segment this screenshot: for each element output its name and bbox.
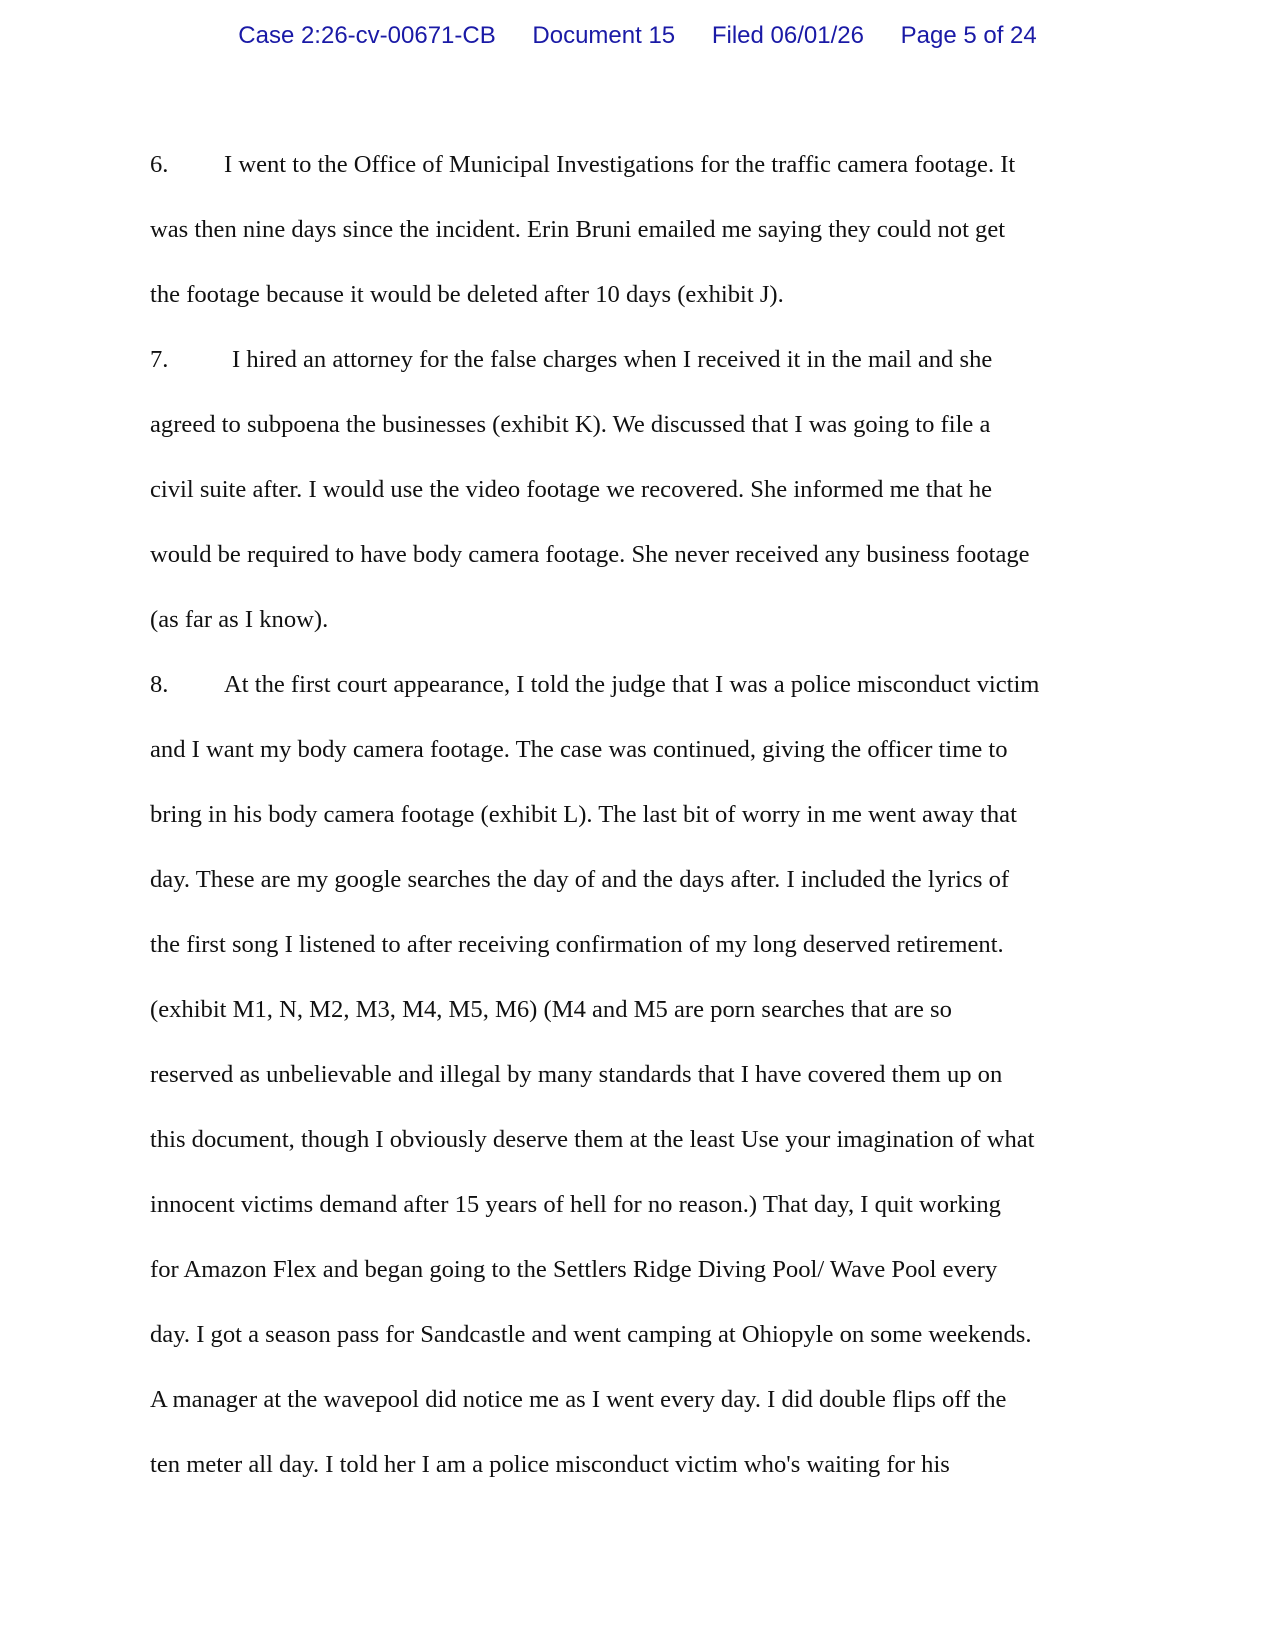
paragraph-8-line-7: reserved as unbelievable and illegal by many standards that I have covered them up on [150,1061,1003,1088]
paragraph-number: 7. [150,346,169,373]
paragraph-8-line-10: for Amazon Flex and began going to the Settlers Ridge Diving Pool/ Wave Pool every [150,1256,998,1283]
paragraph-7-line-3: civil suite after. I would use the video footage we recovered. She informed me that he [150,476,993,503]
paragraph-6-line-3: the footage because it would be deleted after 10 days (exhibit J). [150,281,784,308]
paragraph-7-line-5: (as far as I know). [150,606,329,633]
filed-date: Filed 06/01/26 [711,22,864,49]
case-number: Case 2:26-cv-00671-CB [238,22,496,49]
paragraph-8-line-5: the first song I listened to after receiving confirmation of my long deserved retirement. [150,931,1004,958]
paragraph-8-line-2: and I want my body camera footage. The case was continued, giving the officer time to [150,736,1008,763]
paragraph-6-line-1 [150,132,1130,197]
paragraph-7-line-4: would be required to have body camera footage. She never received any business footage [150,541,1030,568]
paragraph-text: I hired an attorney for the false charges when I received it in the mail and she [232,346,993,373]
paragraph-8-line-12: A manager at the wavepool did notice me as I went every day. I did double flips off the [150,1386,1007,1413]
paragraph-8-line-4: day. These are my google searches the day of and the days after. I included the lyrics of [150,866,1010,893]
paragraph-8-line-1 [150,652,1130,717]
paragraph-text: At the first court appearance, I told the judge that I was a police misconduct victim [224,671,1040,698]
paragraph-8-line-8: this document, though I obviously deserve them at the least Use your imagination of what [150,1126,1035,1153]
paragraph-8-line-3: bring in his body camera footage (exhibit L). The last bit of worry in me went away that [150,801,1017,828]
paragraph-number: 8. [150,671,169,698]
paragraph-text: I went to the Office of Municipal Investigations for the traffic camera footage. It [224,151,1016,178]
page-number: Page 5 of 24 [900,22,1037,49]
document-body [150,132,1130,1497]
paragraph-8-line-6: (exhibit M1, N, M2, M3, M4, M5, M6) (M4 and M5 are porn searches that are so [150,996,952,1023]
case-header [0,22,1275,50]
document-number: Document 15 [532,22,676,49]
paragraph-8-line-13: ten meter all day. I told her I am a police misconduct victim who's waiting for his [150,1451,950,1478]
paragraph-number: 6. [150,151,169,178]
paragraph-7-line-1 [150,327,1130,392]
paragraph-6-line-2: was then nine days since the incident. Erin Bruni emailed me saying they could not get [150,216,1006,243]
paragraph-8-line-9: innocent victims demand after 15 years of hell for no reason.) That day, I quit working [150,1191,1001,1218]
paragraph-7-line-2: agreed to subpoena the businesses (exhibit K). We discussed that I was going to file a [150,411,991,438]
paragraph-8-line-11: day. I got a season pass for Sandcastle and went camping at Ohiopyle on some weekends. [150,1321,1032,1348]
